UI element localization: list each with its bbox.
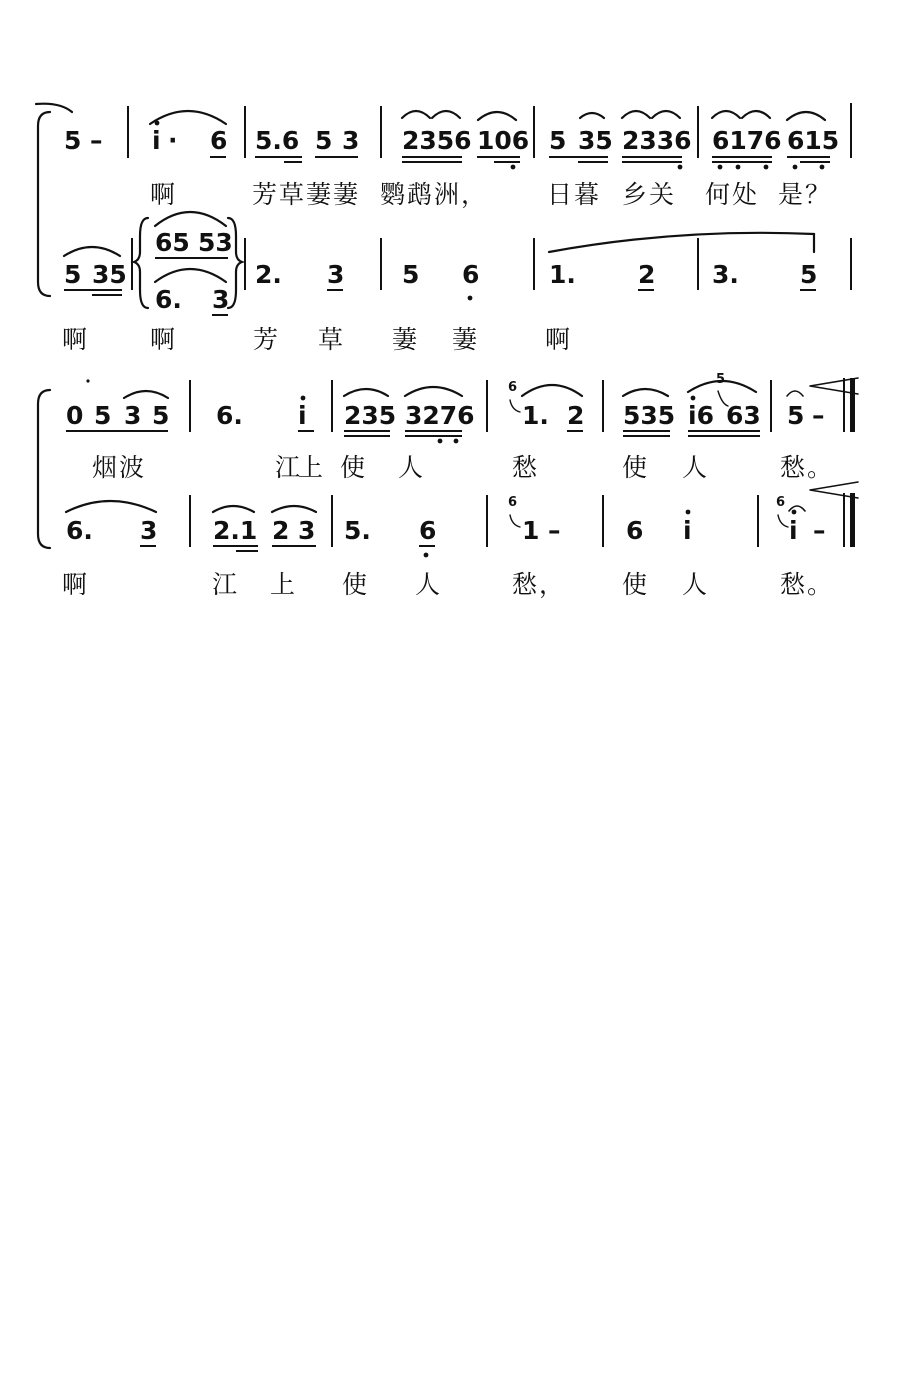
note: 1. — [549, 260, 576, 289]
lyric: 乡关 — [622, 180, 677, 209]
slur — [652, 111, 680, 118]
lyric: 人 — [682, 453, 710, 482]
note: 1 — [522, 516, 540, 545]
note-group: 235 — [344, 401, 397, 430]
slur — [622, 111, 650, 118]
note: 2 — [638, 260, 656, 289]
note: 3 — [124, 401, 142, 430]
tie-hook — [36, 104, 72, 112]
slur — [712, 111, 740, 118]
note: 2 — [272, 516, 290, 545]
dash: – — [548, 516, 561, 545]
lyric: 愁 — [512, 453, 540, 482]
note-group: 2.1 — [213, 516, 258, 545]
note: 5 — [549, 126, 567, 155]
note: 5 — [402, 260, 420, 289]
lyric: 使 — [340, 453, 368, 482]
note: 6. — [155, 285, 182, 314]
lyric: 啊 — [62, 325, 90, 354]
note: 5. — [344, 516, 371, 545]
note: 3 — [140, 516, 158, 545]
note-group: 535 — [623, 401, 676, 430]
note-high: i — [789, 516, 798, 545]
note: 6 — [210, 126, 228, 155]
dot: · — [168, 126, 178, 155]
lyric: 江 — [212, 570, 240, 599]
note-group: i6 — [688, 401, 714, 430]
lyric: 鹦鹉洲， — [380, 180, 489, 209]
slur — [150, 111, 226, 124]
note-group: 53 — [198, 228, 233, 257]
note-group: 2356 — [402, 126, 472, 155]
note: 6 — [462, 260, 480, 289]
fermata — [789, 506, 805, 511]
slur — [64, 247, 120, 256]
note: 6 — [626, 516, 644, 545]
grace-note: 6 — [776, 495, 786, 510]
note: 0 — [66, 401, 84, 430]
note-group: 63 — [726, 401, 761, 430]
lyric: 啊 — [150, 180, 178, 209]
decrescendo — [810, 482, 858, 498]
lyric: 日暮 — [547, 180, 602, 209]
note-group: 6176 — [712, 126, 782, 155]
note-group: 2336 — [622, 126, 692, 155]
notation-marks — [0, 0, 900, 620]
lyric: 使 — [622, 453, 650, 482]
slur — [580, 113, 604, 118]
system-bracket — [38, 112, 50, 296]
voice-brace — [134, 218, 148, 308]
note-group: 106 — [477, 126, 530, 155]
slur — [155, 212, 226, 226]
note-high: i — [152, 126, 161, 155]
note: 5 — [800, 260, 818, 289]
lyric: 芳草萋萋 — [252, 180, 361, 209]
note: 6. — [66, 516, 93, 545]
grace-slur — [510, 400, 520, 412]
slur — [405, 387, 462, 396]
slur — [66, 501, 156, 512]
note-group: 35 — [578, 126, 613, 155]
system-bracket — [38, 390, 50, 548]
dash: – — [813, 516, 826, 545]
slur — [478, 112, 516, 120]
lyric: 愁。 — [780, 570, 835, 599]
dash: – — [90, 126, 103, 155]
lyric: 愁。 — [780, 453, 835, 482]
lyric: 烟波 — [92, 453, 147, 482]
fermata — [787, 391, 803, 396]
note: 1. — [522, 401, 549, 430]
grace-slur — [778, 515, 788, 527]
slur — [344, 389, 388, 396]
grace-slur — [718, 391, 728, 406]
grace-note: 5 — [716, 372, 726, 387]
lyric: 是？ — [778, 180, 833, 209]
note: 3 — [212, 285, 230, 314]
note: 2. — [255, 260, 282, 289]
lyric: 人 — [682, 570, 710, 599]
note: 3. — [712, 260, 739, 289]
lyric: 芳 — [253, 325, 281, 354]
slur — [742, 111, 770, 118]
note-group: 3276 — [405, 401, 475, 430]
lyric: 草 — [318, 325, 346, 354]
slur — [124, 391, 168, 398]
slur — [213, 506, 254, 512]
lyric: 江 — [275, 453, 303, 482]
note-high: i — [683, 516, 692, 545]
note: 5 — [64, 126, 82, 155]
note: 5 — [64, 260, 82, 289]
note-group: 65 — [155, 228, 190, 257]
note: 3 — [342, 126, 360, 155]
slur — [522, 385, 582, 396]
note-group: 35 — [92, 260, 127, 289]
decrescendo — [810, 378, 858, 394]
slur — [688, 381, 756, 392]
note: 5 — [315, 126, 333, 155]
note: 3 — [298, 516, 316, 545]
note: 5 — [94, 401, 112, 430]
slur — [432, 111, 460, 118]
note: 3 — [327, 260, 345, 289]
note-group: 5.6 — [255, 126, 300, 155]
lyric: 啊 — [545, 325, 573, 354]
note: 6 — [419, 516, 437, 545]
lyric: 萋 — [392, 325, 420, 354]
lyric: 使 — [622, 570, 650, 599]
voice-brace — [228, 218, 242, 308]
note: 5 — [787, 401, 805, 430]
lyric: 萋 — [452, 325, 480, 354]
note-high: i — [298, 401, 307, 430]
lyric: 啊 — [62, 570, 90, 599]
slur — [155, 269, 226, 282]
slur — [402, 111, 430, 118]
lyric: 上 — [298, 453, 326, 482]
music-score — [0, 0, 900, 620]
lyric: 愁， — [512, 570, 567, 599]
lyric: 啊 — [150, 325, 178, 354]
grace-note: 6 — [508, 380, 518, 395]
slur — [549, 233, 814, 252]
lyric: 人 — [415, 570, 443, 599]
note-group: 615 — [787, 126, 840, 155]
dash: – — [812, 401, 825, 430]
lyric: 人 — [398, 453, 426, 482]
lyric: 使 — [342, 570, 370, 599]
lyric: 何处 — [705, 180, 760, 209]
grace-note: 6 — [508, 495, 518, 510]
note: 2 — [567, 401, 585, 430]
slur — [623, 389, 668, 396]
note: 6. — [216, 401, 243, 430]
grace-slur — [510, 515, 520, 527]
lyric: 上 — [270, 570, 298, 599]
note: 5 — [152, 401, 170, 430]
slur — [787, 112, 825, 120]
slur — [272, 506, 316, 512]
